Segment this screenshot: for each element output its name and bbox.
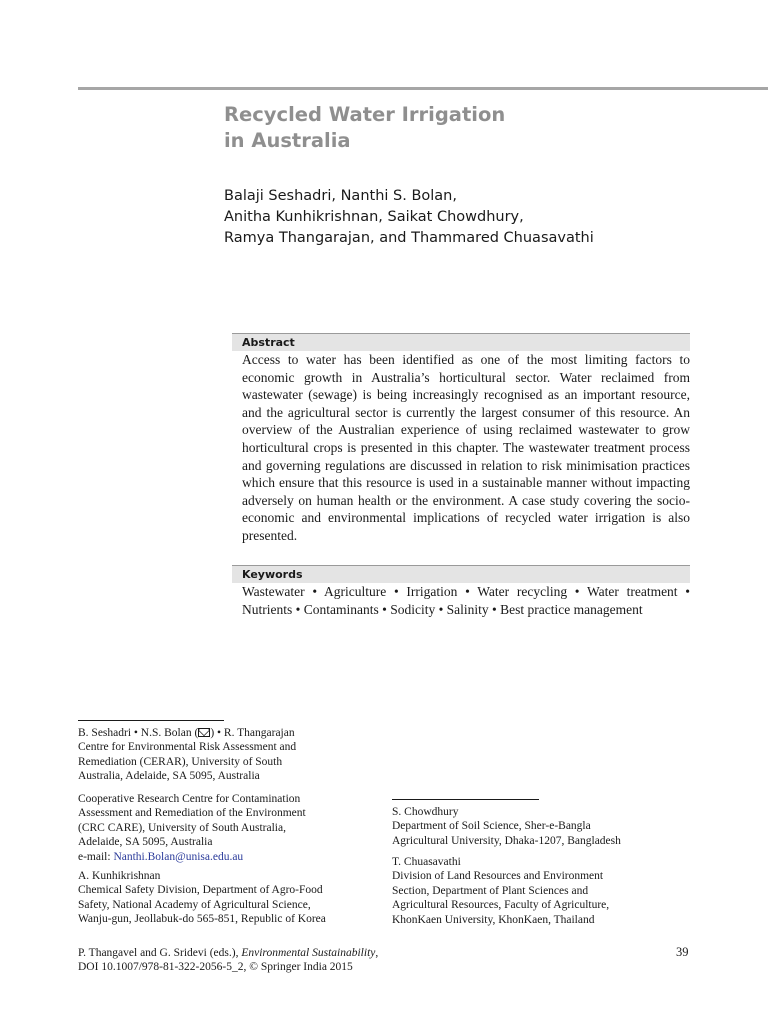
footnote-chowdhury bbox=[392, 805, 621, 848]
email-line bbox=[78, 850, 306, 864]
chapter-title bbox=[224, 102, 505, 154]
affiliation-line: Agricultural Resources, Faculty of Agriculture, bbox=[392, 899, 610, 912]
affiliation-line: Centre for Environmental Risk Assessment and bbox=[78, 741, 297, 754]
footnote-kunhikrishnan bbox=[78, 869, 326, 927]
affiliation-line: Agricultural University, Dhaka-1207, Bangladesh bbox=[392, 834, 621, 847]
names-part: ) • R. Thangarajan bbox=[210, 727, 295, 739]
citation-doi: DOI 10.1007/978-81-322-2056-5_2, © Springer India 2015 bbox=[78, 961, 353, 974]
citation-line bbox=[78, 946, 378, 960]
email-label: e-mail: bbox=[78, 850, 114, 863]
affiliation-line: Section, Department of Plant Sciences and bbox=[392, 884, 589, 897]
header-rule bbox=[78, 87, 768, 90]
keywords-text: Wastewater • Agriculture • Irrigation • Water recycling • Water treatment • Nutrients • Contaminants • Sodicity • Salinity • Best practice management bbox=[242, 584, 690, 617]
keywords-heading-bar bbox=[232, 565, 690, 583]
author-list bbox=[224, 186, 594, 249]
affiliation-line: KhonKaen University, KhonKaen, Thailand bbox=[392, 913, 595, 926]
footnote-rule-right bbox=[392, 799, 539, 800]
email-link[interactable]: Nanthi.Bolan@unisa.edu.au bbox=[113, 850, 244, 863]
affiliation-line: Cooperative Research Centre for Contamination bbox=[78, 793, 301, 805]
keywords-section bbox=[232, 565, 690, 618]
page-number: 39 bbox=[676, 945, 689, 959]
affiliation-line: Division of Land Resources and Environment bbox=[392, 870, 604, 883]
abstract-text: Access to water has been identified as one of the most limiting factors to economic growth in Australia’s horticultural sector. Water reclaimed from wastewater (sewage) is being increasingly recognised as an important resource, and the agricultural sector is currently the largest consumer of this resource. An overview of the Australian experience of using reclaimed wastewater to grow horticultural crops is presented in this chapter. The wastewater treatment process and governing regulations are discussed in relation to risk minimisation practices which ensure that this resource is used in a sustainable manner without impacting adversely on human health or the environment. A case study covering the socio-economic and environmental implications of recycled water irrigation is also presented. bbox=[242, 352, 690, 543]
title-line: Recycled Water Irrigation bbox=[224, 103, 506, 126]
affiliation-line: Wanju-gun, Jeollabuk-do 565-851, Republic of Korea bbox=[78, 913, 326, 926]
author-line: Balaji Seshadri, Nanthi S. Bolan, bbox=[224, 188, 457, 204]
affiliation-line: Department of Soil Science, Sher-e-Bangla bbox=[392, 820, 591, 833]
names-part: B. Seshadri • N.S. Bolan ( bbox=[78, 727, 199, 739]
footnote-chuasavathi bbox=[392, 855, 609, 927]
affiliation-line: Remediation (CERAR), University of South bbox=[78, 755, 283, 768]
affiliation-line: (CRC CARE), University of South Australia, bbox=[78, 821, 286, 834]
affiliation-line: Adelaide, SA 5095, Australia bbox=[78, 836, 213, 849]
citation-block bbox=[78, 946, 378, 975]
footnote-seshadri bbox=[78, 726, 296, 784]
envelope-icon bbox=[198, 728, 210, 737]
keywords-heading: Keywords bbox=[242, 568, 303, 581]
footnote-names bbox=[78, 726, 296, 740]
affiliation-line: Chemical Safety Division, Department of Agro-Food bbox=[78, 884, 323, 897]
citation-editors: P. Thangavel and G. Sridevi (eds.), bbox=[78, 947, 242, 959]
abstract-heading-bar bbox=[232, 333, 690, 351]
citation-book-title: Environmental Sustainability bbox=[241, 947, 376, 959]
abstract-heading: Abstract bbox=[242, 336, 295, 349]
citation-trail: , bbox=[375, 947, 379, 959]
footnote-crc-care bbox=[78, 792, 306, 864]
affiliation-line: Safety, National Academy of Agricultural Science, bbox=[78, 898, 311, 911]
author-name: A. Kunhikrishnan bbox=[78, 870, 161, 882]
footnote-rule-left bbox=[78, 720, 224, 721]
author-name: S. Chowdhury bbox=[392, 806, 459, 818]
abstract-section bbox=[232, 333, 690, 545]
author-name: T. Chuasavathi bbox=[392, 856, 461, 868]
affiliation-line: Australia, Adelaide, SA 5095, Australia bbox=[78, 770, 260, 783]
author-line: Ramya Thangarajan, and Thammared Chuasavathi bbox=[224, 230, 594, 246]
affiliation-line: Assessment and Remediation of the Environment bbox=[78, 807, 306, 820]
author-line: Anitha Kunhikrishnan, Saikat Chowdhury, bbox=[224, 209, 524, 225]
title-line: in Australia bbox=[224, 129, 351, 152]
